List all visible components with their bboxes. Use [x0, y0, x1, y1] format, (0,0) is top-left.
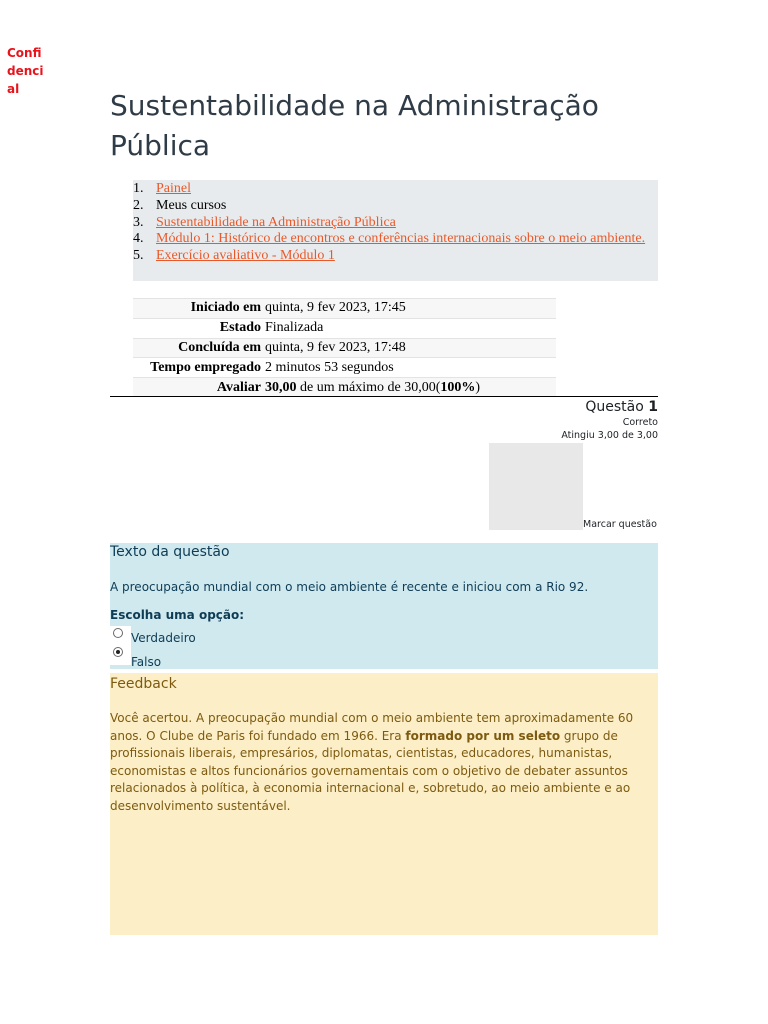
- breadcrumb-number: 3.: [133, 214, 144, 230]
- summary-row-started: [133, 299, 556, 319]
- feedback-panel: [110, 673, 658, 935]
- breadcrumb-number: 1.: [133, 181, 144, 196]
- breadcrumb-item-meus-cursos: [133, 198, 658, 215]
- breadcrumb-number: 2.: [133, 197, 144, 213]
- summary-value-grade: [263, 378, 556, 398]
- choose-option-prompt: Escolha uma opção:: [110, 608, 245, 622]
- option-label[interactable]: Verdadeiro: [131, 631, 196, 645]
- summary-value: quinta, 9 fev 2023, 17:45: [263, 299, 556, 319]
- breadcrumb-link-painel[interactable]: Painel: [156, 181, 191, 196]
- option-label[interactable]: Falso: [131, 655, 162, 669]
- attempt-summary-table: [133, 298, 556, 397]
- question-word: Questão: [585, 399, 644, 415]
- summary-row-state: [133, 318, 556, 338]
- feedback-text-bold: formado por um seleto: [405, 728, 561, 743]
- question-info: [561, 398, 658, 442]
- summary-label: Avaliar: [133, 378, 263, 398]
- flag-question-link[interactable]: Marcar questão: [583, 519, 657, 530]
- question-number: [561, 398, 658, 416]
- grade-score: 30,00: [265, 379, 297, 395]
- feedback-text-after: grupo de profissionais liberais, empresários, diplomatas, cientistas, educadores, humanistas, economistas e altos funcionários governamentais com o objetivo de debater assuntos relacionados à política, à economia internacional e, sobretudo, ao meio ambiente e ao desenvolvimento sustentável.: [110, 728, 631, 813]
- breadcrumb-link-exercise[interactable]: Exercício avaliativo - Módulo 1: [156, 248, 335, 264]
- page-title: Sustentabilidade na Administração Pública: [110, 89, 599, 162]
- question-heading: Texto da questão: [110, 544, 230, 560]
- radio-checked-icon[interactable]: [113, 647, 123, 657]
- grade-middle: de um máximo de 30,00(: [300, 379, 441, 395]
- grade-percent: 100%: [440, 379, 476, 395]
- breadcrumb-number: 4.: [133, 231, 144, 247]
- question-text: A preocupação mundial com o meio ambiente é recente e iniciou com a Rio 92.: [110, 580, 589, 594]
- question-number-value: 1: [648, 399, 658, 415]
- summary-row-completed: [133, 338, 556, 358]
- flag-question-image[interactable]: [489, 443, 583, 530]
- summary-value: 2 minutos 53 segundos: [263, 358, 556, 378]
- summary-value: quinta, 9 fev 2023, 17:48: [263, 338, 556, 358]
- summary-row-time: [133, 358, 556, 378]
- question-points: Atingiu 3,00 de 3,00: [561, 430, 658, 441]
- summary-label: Iniciado em: [133, 299, 263, 319]
- breadcrumb-link-course[interactable]: Sustentabilidade na Administração Pública: [156, 214, 396, 230]
- summary-label: Concluída em: [133, 338, 263, 358]
- breadcrumb-item-painel: [133, 181, 658, 198]
- breadcrumb-item-module: [133, 231, 658, 248]
- summary-value: Finalizada: [263, 318, 556, 338]
- summary-label: Tempo empregado: [133, 358, 263, 378]
- breadcrumb-item-exercise: [133, 248, 658, 265]
- breadcrumb-link-module[interactable]: Módulo 1: Histórico de encontros e conferências internacionais sobre o meio ambiente.: [156, 231, 646, 247]
- radio-wrap: [110, 645, 131, 665]
- question-text-panel: [110, 543, 658, 669]
- breadcrumb-number: 5.: [133, 248, 144, 264]
- divider: [110, 396, 658, 397]
- radio-unchecked-icon[interactable]: [113, 628, 123, 638]
- grade-end: ): [475, 379, 481, 395]
- breadcrumb-item-course: [133, 215, 658, 232]
- feedback-text-before: Você acertou. A preocupação mundial com o meio ambiente tem aproximadamente 60 anos. O Clube de Paris foi fundado em 1966. Era: [110, 711, 634, 743]
- summary-label: Estado: [133, 318, 263, 338]
- confidential-watermark: Confidencial: [7, 46, 44, 96]
- radio-wrap: [110, 626, 131, 646]
- question-status: Correto: [622, 417, 658, 428]
- breadcrumb: [133, 180, 658, 281]
- summary-row-grade: [133, 378, 556, 398]
- feedback-heading: Feedback: [110, 676, 177, 692]
- feedback-text: [110, 710, 640, 816]
- breadcrumb-text-meus-cursos: Meus cursos: [156, 197, 227, 213]
